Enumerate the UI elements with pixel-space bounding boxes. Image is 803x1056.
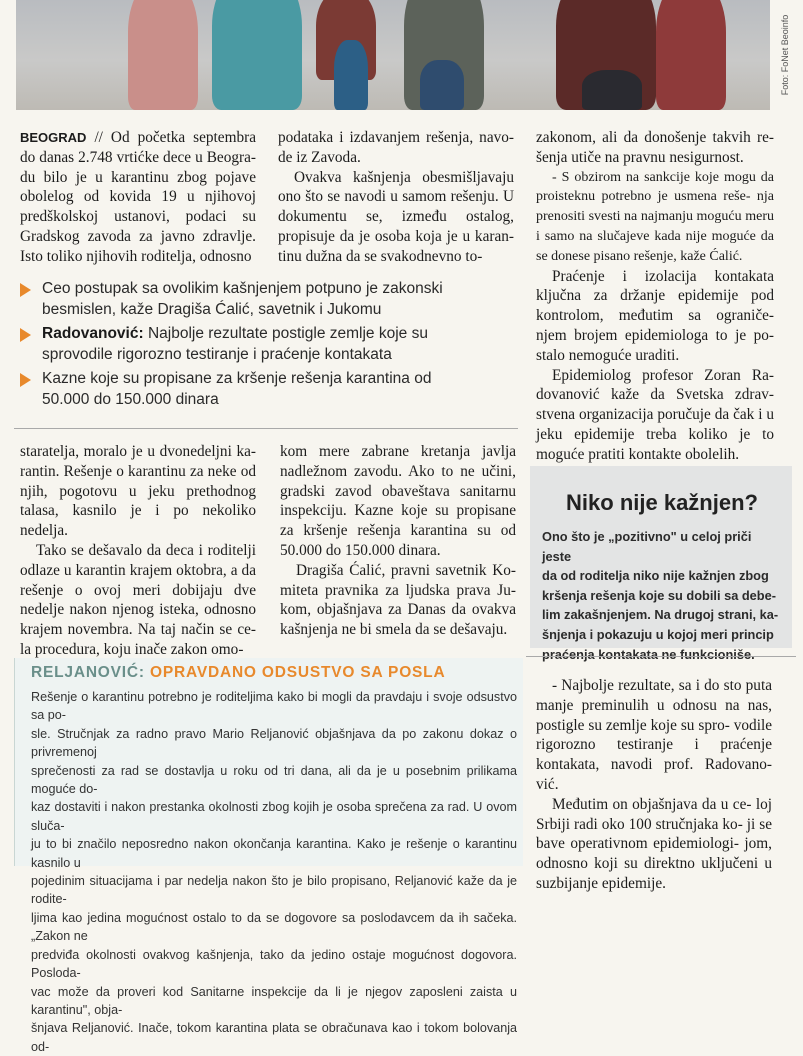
paragraph: kom mere zabrane kretanja javlja nadležnom zavodu. Ako to ne učini, gradski zavod obaveštava sanitarnu inspekciju. Kazne koje su propisane za kršenje rešenja karantina su od 50.000 do 150.000 dinara. (280, 443, 516, 559)
sidebox-title: Niko nije kažnjen? (566, 490, 758, 515)
article-column-4 (20, 442, 256, 660)
reljanovic-box (14, 658, 523, 1054)
paragraph: BEOGRAD // Od početka septembra do danas 2.748 vrtićke dece u Beogra- du bilo je u karantinu zbog pojave obolelog od kovida 19 u njihovoj predškolskoj ustanovi, podaci su Gradskog zavoda za javno zdravlje. Isto toliko njihovih roditelja, odnosno (20, 129, 256, 265)
article-column-3 (536, 128, 774, 465)
divider-line (14, 428, 518, 429)
orange-triangle-icon (20, 283, 31, 297)
article-column-5 (280, 442, 516, 640)
child-figure (420, 60, 464, 110)
highlight-bullets (14, 278, 514, 413)
orange-triangle-icon (20, 373, 31, 387)
photo-credit: Foto: FoNet Beoinfo (780, 14, 790, 96)
article-photo (16, 0, 770, 110)
paragraph: Međutim on objašnjava da u ce- loj Srbiji radi oko 100 stručnjaka ko- ji se bave operativnom epidemiologi- jom, odnosno koji su direktno uključeni u suzbijanje epidemije. (536, 795, 773, 892)
paragraph: podataka i izdavanjem rešenja, navo- de iz Zavoda. (278, 129, 514, 166)
child-figure (582, 70, 642, 110)
paragraph: Ovakva kašnjenja obesmišljavaju ono što se navodi u samom rešenju. U dokumentu se, između ostalog, propisuje da je osoba koja je u karan- tinu dužna da se svakodnevno to- (278, 168, 514, 265)
child-figure (334, 40, 368, 110)
paragraph: Epidemiolog profesor Zoran Ra- dovanović kaže da Svetska zdrav- stvena organizacija poručuje da čak i u jeku epidemije treba koliko je to moguće pratiti kontakte obolelih. (536, 366, 775, 463)
paragraph: zakonom, ali da donošenje takvih re- šenja utiče na pravnu nesigurnost. (536, 129, 774, 166)
paragraph: Dragiša Ćalić, pravni savetnik Ko- miteta pravnika za ljudska prava Ju- kom, objašnjava za Danas da ovakva kašnjenja ne bi smela da se dešavaju. (280, 561, 516, 639)
child-figure (128, 0, 198, 110)
article-column-2 (278, 128, 514, 267)
orange-triangle-icon (20, 328, 31, 342)
paragraph: Praćenje i izolacija kontakata ključna za držanje epidemije pod kontrolom, međutim sa ograniče- njem brojem epidemiologa to je po- stalo nemoguće uraditi. (536, 267, 774, 364)
bullet-item: Ceo postupak sa ovolikim kašnjenjem potpuno je zakonski besmislen, kaže Dragiša Ćalić, savetnik i Jukomu (14, 278, 514, 320)
dateline: BEOGRAD (20, 130, 87, 145)
sidebox-text: Ono što je „pozitivno" u celoj priči jeste da od roditelja niko nije kažnjen zbog kršenja rešenja koje su dobili sa debe- lim zakašnjenjem. Na drugoj strani, ka- šnjenja i pokazuju u kojoj meri princip praćenja kontakata ne funkcioniše. (542, 529, 779, 662)
paragraph: staratelja, moralo je u dvonedeljni ka- rantin. Rešenje o karantinu za neke od njih, pogotovu u jeku prethodnog talasa, kasnilo je i po nekoliko nedelja. (20, 443, 256, 540)
bullet-item: Kazne koje su propisane za kršenje rešenja karantina od 50.000 do 150.000 dinara (14, 368, 514, 410)
sidebox-niko-nije-kaznjen (530, 466, 792, 662)
bullet-item: Radovanović: Najbolje rezultate postigle zemlje koje su sprovodile rigorozno testiranje i praćenje kontakata (14, 323, 514, 365)
box-title: RELJANOVIĆ: OPRAVDANO ODSUSTVO SA POSLA (31, 664, 446, 681)
paragraph: - S obzirom na sankcije koje mogu da proisteknu potrebno je usmena reše- nja prenositi svesti na najmanju moguću meru i samo na slučajeve kada nije moguće da se donese pisano rešenje, kaže Ćalić. (536, 169, 775, 264)
article-column-1 (20, 128, 256, 267)
article-column-6 (536, 676, 772, 894)
child-figure (656, 0, 726, 110)
box-text: Rešenje o karantinu potrebno je roditeljima kako bi mogli da pravdaju i svoje odsustvo sa po- sle. Stručnjak za radno pravo Mario Reljanović objašnjava da po zakonu dokaz o privremenoj sprečenosti za rad se dostavlja u roku od tri dana, ali da je u posebnim prilikama moguće do- kaz dostaviti i nakon prestanka okolnosti zbog kojih je osoba sprečena za rad. U ovom sluča- ju to bi značilo neposredno nakon okončanja karantina. Kako je rešenje o karantinu kasnilo u pojedinim situacijama i par nedelja nakon što je bilo propisano, Reljanović kaže da je rodite- ljima kao jedina mogućnost ostalo to da se dogovore sa poslodavcem da ih sačeka. „Zakon ne predviđa okolnosti ovakvog kašnjenja, tako da jedino ostaje mogućnost dogovora. Posloda- vac može da proveri kod Sanitarne inspekcije da li je njegov zaposleni zaista u karantinu", obja- šnjava Reljanović. Inače, tokom karantina plata se obračunava kao i tokom bolovanja od- (31, 690, 517, 1054)
divider-line (526, 656, 796, 657)
paragraph: Tako se dešavalo da deca i roditelji odlaze u karantin krajem oktobra, a da rešenje o ovoj meri dobijaju dve nedelje nakon njenog isteka, odnosno krajem novembra. Na taj način se ce- la procedura, koju inače zakon omo- (20, 541, 256, 658)
child-figure (212, 0, 302, 110)
paragraph: - Najbolje rezultate, sa i do sto puta manje preminulih u odnosu na nas, postigle su zemlje koje su spro- vodile rigorozno testiranje i praćenje kontakata, navodi prof. Radovano- vić. (536, 677, 772, 793)
